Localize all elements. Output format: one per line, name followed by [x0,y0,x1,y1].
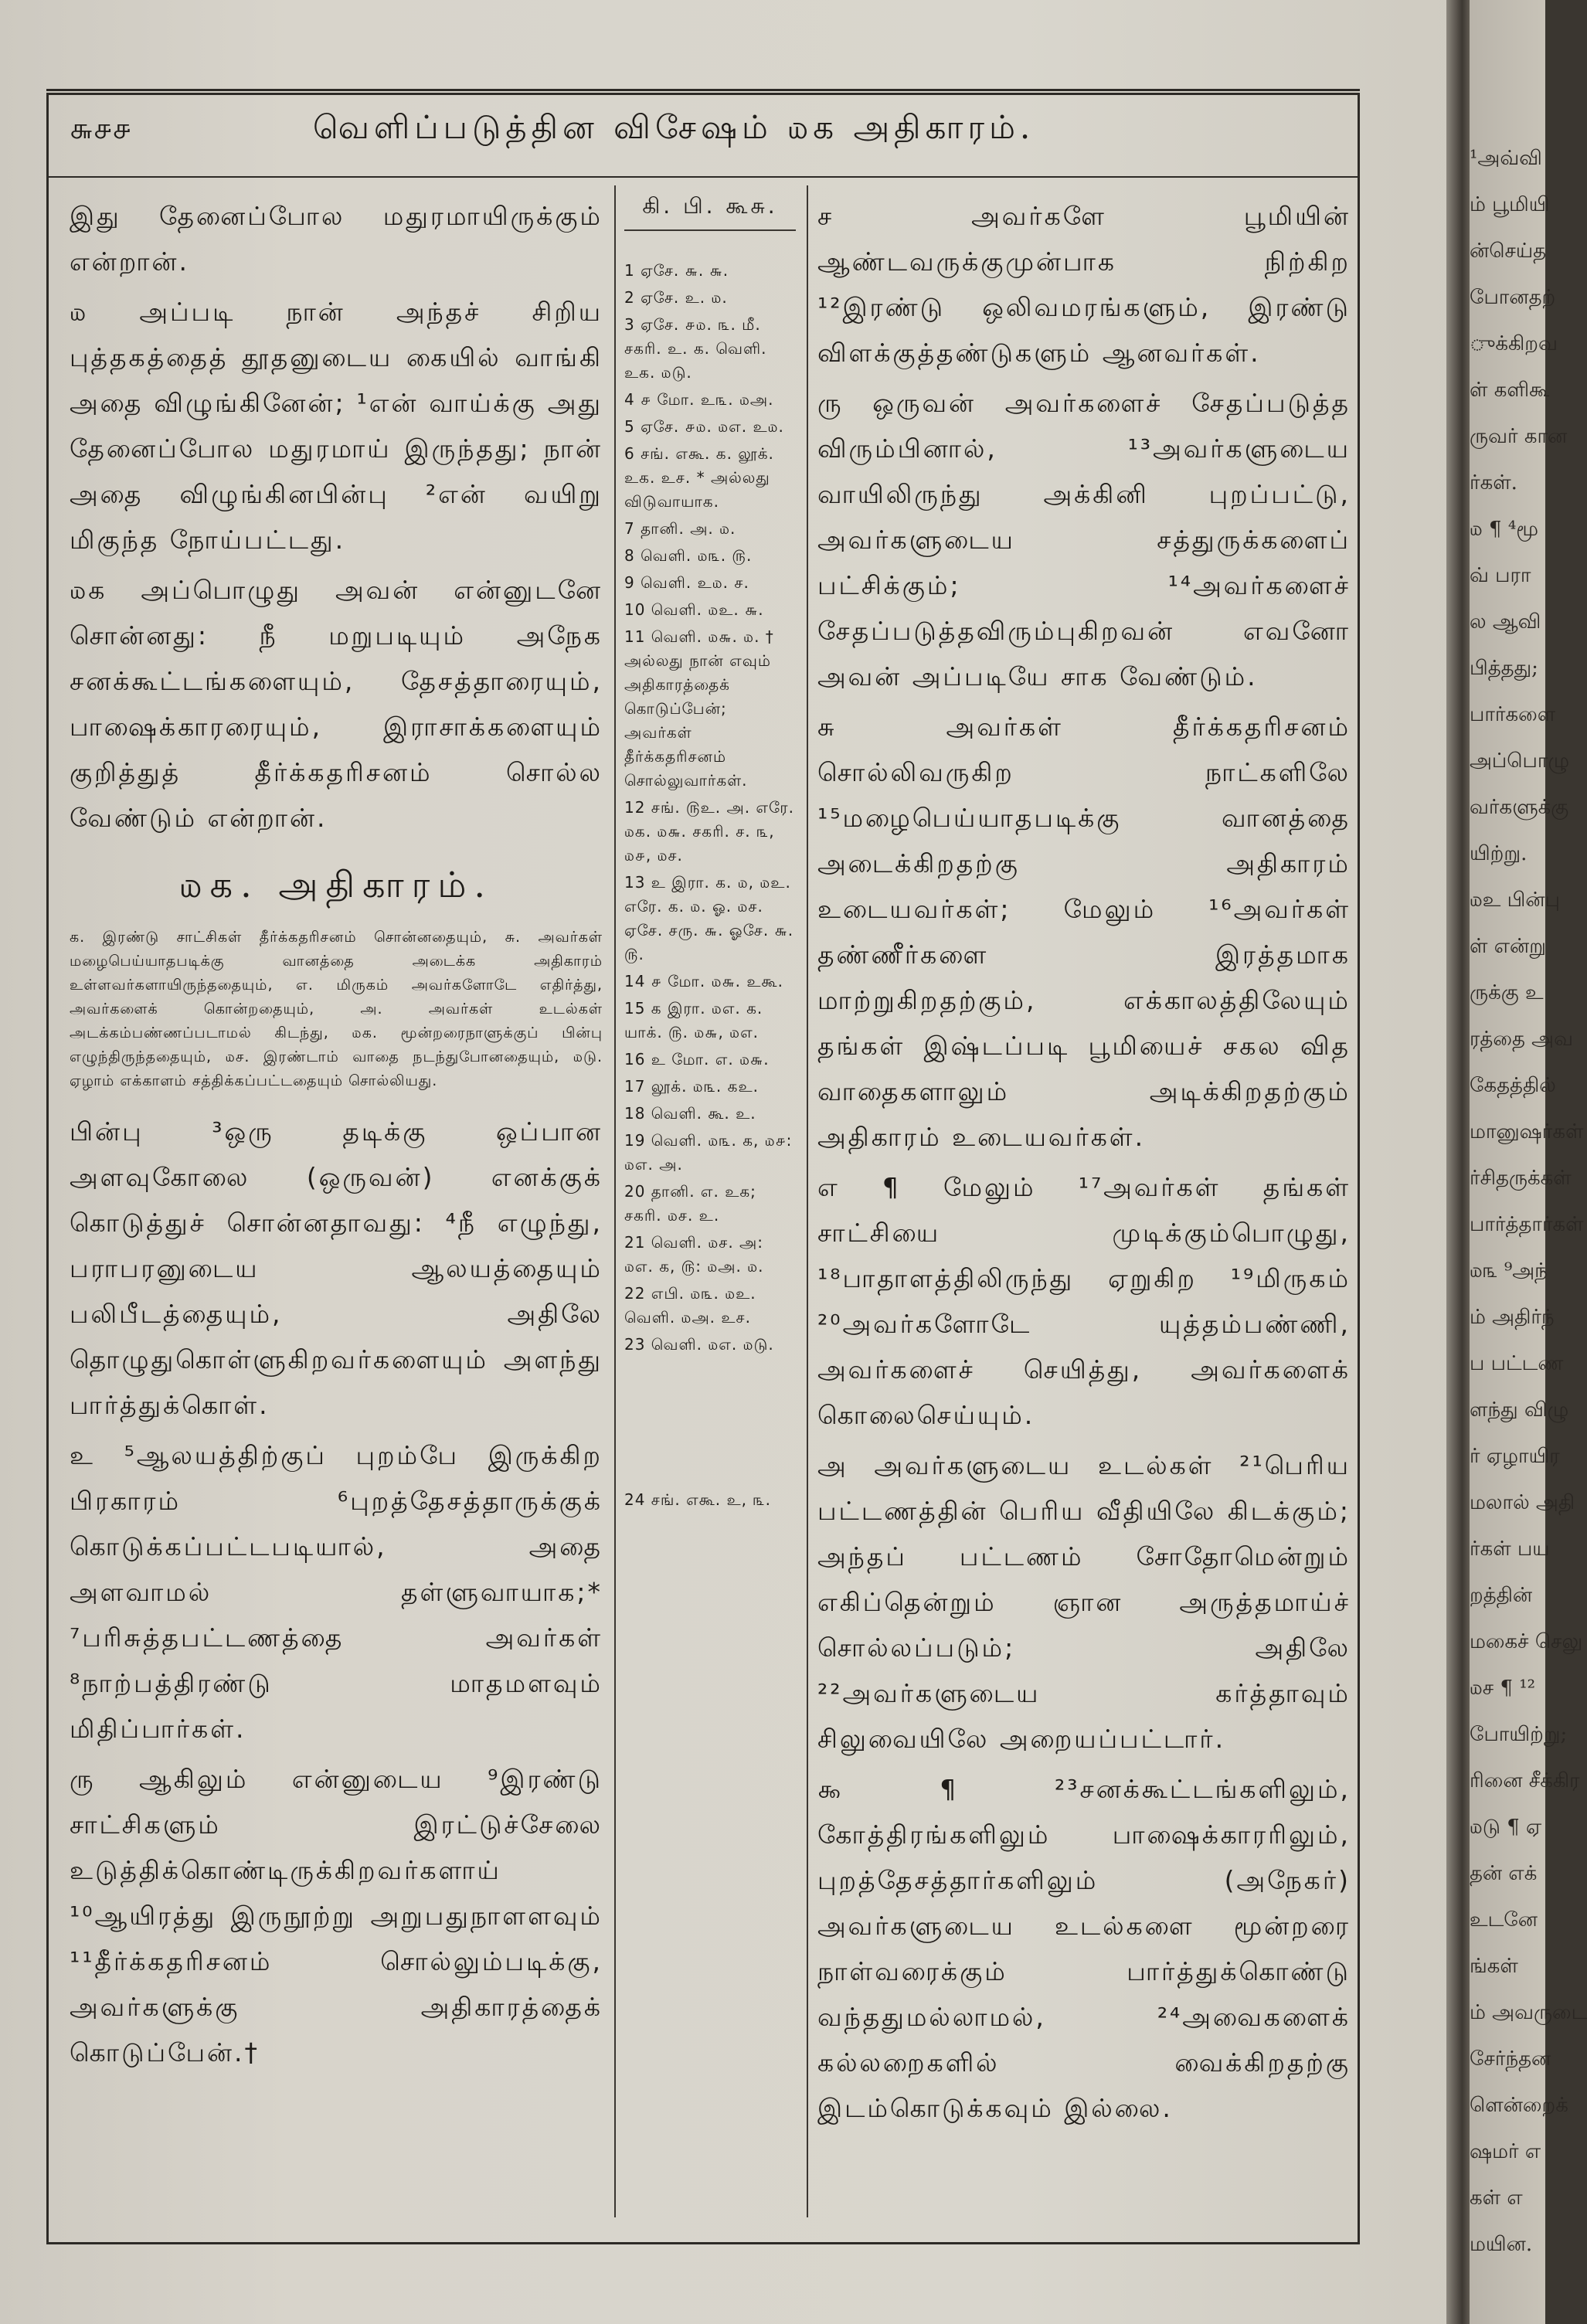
cross-reference: 8 வெளி. ௰௩. ௫. [624,546,753,565]
facing-page-fragment: ௰டு ¶ ஏ [1470,1816,1542,1839]
cross-reference: 20 தானி. எ. உக; சகரி. ௰ச. உ. [624,1182,756,1225]
cross-reference: 24 சங். எகூ. உ, ௩. [624,1490,771,1509]
facing-page-fragment: ௰உ பின்பு [1470,888,1560,912]
facing-page-fragment: றத்தின் [1470,1584,1533,1607]
column-divider-left [614,185,616,2217]
facing-page-fragment: ௰ச ¶ ¹² [1470,1677,1536,1700]
header-rule [46,176,1360,178]
facing-page-fragment: ல ஆவி [1470,610,1541,634]
facing-page-fragment: மகைச் செலு [1470,1630,1583,1653]
facing-page-fragment: மயின. [1470,2233,1533,2256]
page-header [46,108,1360,162]
cross-reference: 9 வெளி. உ௰. ச. [624,573,749,592]
cross-reference: 16 உ மோ. எ. ௰௬. [624,1050,770,1069]
cross-reference: 18 வெளி. கூ. உ. [624,1104,756,1123]
reference-heading: கி. பி. கூசு. [624,193,796,231]
verse-10: ௰ அப்படி நான் அந்தச் சிறிய புத்தகத்தைத் தூதனுடைய கையில் வாங்கி அதை விழுங்கினேன்; ¹என் வாய்க்கு அது தேனைப்போல மதுரமாய் இருந்தது; நான் அதை விழுங்கினபின்பு ²என் வயிறு மிகுந்த நோய்பட்டது. [70,297,603,555]
facing-page-fragment: ரத்தை அவ [1470,1028,1573,1051]
facing-page-fragment: கள் எ [1470,2186,1523,2210]
facing-page-fragment: போனதற் [1470,286,1556,309]
facing-page-fragment: ளென்றைக் [1470,2094,1568,2117]
book-gutter [1446,0,1473,2324]
cross-reference: 21 வெளி. ௰ச. அ: ௰எ. க, ௫: ௰அ. ௰. [624,1233,764,1276]
cross-reference: 22 எபி. ௰௩. ௰உ. வெளி. ௰அ. உச. [624,1284,756,1327]
verse-continuation: இது தேனைப்போல மதுரமாயிருக்கும் என்றான். [70,201,603,277]
cross-reference: 3 ஏசே. ௪௰. ௩. மீ. சகரி. உ. க. வெளி. உக. ௰டு. [624,315,767,382]
facing-page-edge [1470,0,1587,2324]
facing-page-fragment: வ் பரா [1470,564,1531,587]
left-text-column [70,193,603,2080]
cross-reference: 13 உ இரா. க. ௰, ௰உ. எரே. க. ௰. ஓ. ௰ச. ஏசே. சரு. ௬. ஓசே. ௬. ௫. [624,873,794,963]
cross-reference: 19 வெளி. ௰௩. க, ௰௪: ௰எ. அ. [624,1131,793,1174]
facing-page-fragment: ௰ ¶ ⁴மூ [1470,518,1539,541]
facing-page-fragment: யிற்று. [1470,842,1528,865]
facing-page-fragment: ர் ஏழாயிர [1470,1445,1560,1468]
cross-reference: 1 ஏசே. ௬. ௬. [624,261,729,280]
verse-1: பின்பு ³ஒரு தடிக்கு ஒப்பான அளவுகோலை (ஒருவன்) எனக்குக் கொடுத்துச் சொன்னதாவது: ⁴நீ எழுந்து, பராபரனுடைய ஆலயத்தையும் பலிபீடத்தையும், அதிலே தொழுதுகொள்ளுகிறவர்களையும் அளந்து பார்த்துக்கொள். [70,1116,603,1420]
facing-page-fragment: ம் அவருடை [1470,2001,1587,2024]
facing-page-fragment: ப பட்டண [1470,1352,1564,1375]
chapter-summary: க. இரண்டு சாட்சிகள் தீர்க்கதரிசனம் சொன்னதையும், சு. அவர்கள் மழைபெய்யாதபடிக்கு வானத்தை அடைக்க அதிகாரம் உள்ளவர்களாயிருந்ததையும், எ. மிருகம் அவர்களோடே எதிர்த்து, அவர்களைக் கொன்றதையும், அ. அவர்கள் உடல்கள் அடக்கம்பண்ணப்படாமல் கிடந்து, ௰க. மூன்றரைநாளுக்குப் பின்பு எழுந்திருந்ததையும், ௰ச. இரண்டாம் வாதை நடந்துபோனதையும், ௰டு. ஏழாம் எக்காளம் சத்திக்கப்பட்டதையும் சொல்லியது. [70,929,603,1089]
facing-page-fragment: ர்சிதருக்கள் [1470,1167,1572,1190]
top-rule [46,89,1360,91]
facing-page-fragment: ¹அவ்வி [1470,147,1542,170]
facing-page-fragment: ுக்கிறவ [1470,332,1558,355]
right-text-column [817,193,1351,2135]
facing-page-fragment: போயிற்று; [1470,1723,1568,1746]
facing-page-fragment: ர்கள். [1470,471,1517,494]
facing-page-fragment: ள் என்று [1470,935,1546,958]
facing-page-fragment: பார்த்தார்கள் [1470,1213,1584,1236]
cross-reference: 14 ௪ மோ. ௰௬. உகூ. [624,972,783,990]
cross-reference: 15 க இரா. ௰எ. க. யாக். ௫. ௰௬, ௰எ. [624,999,763,1041]
facing-page-fragment: சேர்ந்தன [1470,2047,1551,2071]
facing-page-fragment: அப்பொழு [1470,749,1570,773]
facing-page-fragment: ௰௩ ⁹அந் [1470,1259,1548,1283]
verse-9: ௯ ¶ ²³சனக்கூட்டங்களிலும், கோத்திரங்களிலும் பாஷைக்காரரிலும், புறத்தேசத்தார்களிலும் (அநேகர்) அவர்களுடைய உடல்களை மூன்றரை நாள்வரைக்கும் பார்த்துக்கொண்டு வந்ததுமல்லாமல், ²⁴அவைகளைக் கல்லறைகளில் வைக்கிறதற்கு இடம்கொடுக்கவும் இல்லை. [817,1774,1351,2123]
facing-page-fragment: ஷமர் எ [1470,2140,1541,2163]
cross-reference: 23 வெளி. ௰எ. ௰டு. [624,1335,774,1354]
column-divider-right [807,185,808,2217]
verse-8: அ அவர்களுடைய உடல்கள் ²¹பெரிய பட்டணத்தின் பெரிய வீதியிலே கிடக்கும்; அந்தப் பட்டணம் சோதோமென்றும் எகிப்தென்றும் ஞான அருத்தமாய்ச் சொல்லப்படும்; அதிலே ²²அவர்களுடைய கர்த்தாவும் சிலுவையிலே அறையப்பட்டார். [817,1450,1351,1754]
facing-page-fragment: ங்கள் [1470,1955,1518,1978]
facing-page-fragment: வர்களுக்கு [1470,796,1569,819]
verse-11: ௰க அப்பொழுது அவன் என்னுடனே சொன்னது: நீ மறுபடியும் அநேக சனக்கூட்டங்களையும், தேசத்தாரையும், பாஷைக்காரரையும், இராசாக்களையும் குறித்துத் தீர்க்கதரிசனம் சொல்ல வேண்டும் என்றான். [70,575,603,833]
facing-page-fragment: மானுஷர்கள் [1470,1120,1584,1143]
chapter-title: ௰க. அதிகாரம். [178,864,494,905]
verse-7: எ ¶ மேலும் ¹⁷அவர்கள் தங்கள் சாட்சியை முடிக்கும்பொழுது, ¹⁸பாதாளத்திலிருந்து ஏறுகிற ¹⁹மிருகம் ²⁰அவர்களோடே யுத்தம்பண்ணி, அவர்களைச் செயித்து, அவர்களைக் கொலைசெய்யும். [817,1172,1351,1430]
cross-reference: 10 வெளி. ௰உ. ௬. [624,600,764,619]
cross-reference: 11 வெளி. ௰௬. ௰. † அல்லது நான் எவும் அதிகாரத்தைக் கொடுப்பேன்; அவர்கள் தீர்க்கதரிசனம் சொல்லுவார்கள். [624,627,774,790]
cross-reference: 7 தானி. அ. ௰. [624,519,736,538]
facing-page-fragment: ருவர் கான [1470,425,1568,448]
facing-page-fragment: பித்தது; [1470,657,1538,680]
verse-6: சு அவர்கள் தீர்க்கதரிசனம் சொல்லிவருகிற நாட்களிலே ¹⁵மழைபெய்யாதபடிக்கு வானத்தை அடைக்கிறதற்கு அதிகாரம் உடையவர்கள்; மேலும் ¹⁶அவர்கள் தண்ணீர்களை இரத்தமாக மாற்றுகிறதற்கும், எக்காலத்திலேயும் தங்கள் இஷ்டப்படி பூமியைச் சகல வித வாதைகளாலும் அடிக்கிறதற்கும் அதிகாரம் உடையவர்கள். [817,712,1351,1152]
page-number: ௬௪௪ [70,111,131,145]
verse-2: உ ⁵ஆலயத்திற்குப் புறம்பே இருக்கிற பிரகாரம் ⁶புறத்தேசத்தாருக்குக் கொடுக்கப்பட்டபடியால், அதை அளவாமல் தள்ளுவாயாக;* ⁷பரிசுத்தபட்டணத்தை அவர்கள் ⁸நாற்பத்திரண்டு மாதமளவும் மிதிப்பார்கள். [70,1440,603,1744]
facing-page-fragment: ம் பூமியி [1470,193,1550,216]
cross-reference: 5 ஏசே. ௪௰. ௰எ. உ௰. [624,417,784,436]
facing-page-fragment: மலால் அதி [1470,1491,1575,1514]
facing-page-fragment: ன்செய்த [1470,240,1547,263]
facing-page-fragment: கேதத்தில் [1470,1074,1556,1097]
facing-page-fragment: தன் எக் [1470,1862,1538,1885]
cross-reference: 6 சங். எகூ. க. லூக். உக. உச. * அல்லது விடுவாயாக. [624,444,774,511]
facing-page-fragment: ரினை சீக்கிர [1470,1769,1580,1792]
verse-5: ரு ஒருவன் அவர்களைச் சேதப்படுத்த விரும்பினால், ¹³அவர்களுடைய வாயிலிருந்து அக்கினி புறப்பட்டு, அவர்களுடைய சத்துருக்களைப் பட்சிக்கும்; ¹⁴அவர்களைச் சேதப்படுத்தவிரும்புகிறவன் எவனோ அவன் அப்படியே சாக வேண்டும். [817,388,1351,691]
facing-page-fragment: ள் களிகூ [1470,379,1550,402]
facing-page-fragment: பார்களை [1470,703,1556,726]
cross-reference: 12 சங். ௫உ. அ. எரே. ௰க. ௰௬. சகரி. ச. ௩, ௰௪, ௰ச. [624,798,794,865]
facing-page-fragment: உடனே [1470,1908,1538,1932]
facing-page-fragment: ர்கள் பய [1470,1537,1550,1561]
cross-reference: 2 ஏசே. உ. ௰. [624,288,728,307]
facing-page-fragment: ளந்து விழு [1470,1398,1569,1422]
verse-4: ச அவர்களே பூமியின் ஆண்டவருக்குமுன்பாக நிற்கிற ¹²இரண்டு ஒலிவமரங்களும், இரண்டு விளக்குத்தண்டுகளும் ஆனவர்கள். [817,201,1351,368]
cross-reference: 17 லூக். ௰௩. கஉ. [624,1077,759,1096]
facing-page-fragment: ம் அதிர்ந் [1470,1306,1555,1329]
facing-page-fragment: ருக்கு உ [1470,981,1544,1004]
running-head: வெளிப்படுத்தின விசேஷம் ௰க அதிகாரம். [313,108,1035,146]
verse-3: ரு ஆகிலும் என்னுடைய ⁹இரண்டு சாட்சிகளும் இரட்டுச்சேலை உடுத்திக்கொண்டிருக்கிறவர்களாய் ¹⁰ஆயிரத்து இருநூற்று அறுபதுநாளளவும் ¹¹தீர்க்கதரிசனம் சொல்லும்படிக்கு, அவர்களுக்கு அதிகாரத்தைக் கொடுப்பேன்.† [70,1764,603,2067]
cross-reference: 4 ௪ மோ. உ௩. ௰அ. [624,390,774,409]
reference-column [624,193,796,1515]
